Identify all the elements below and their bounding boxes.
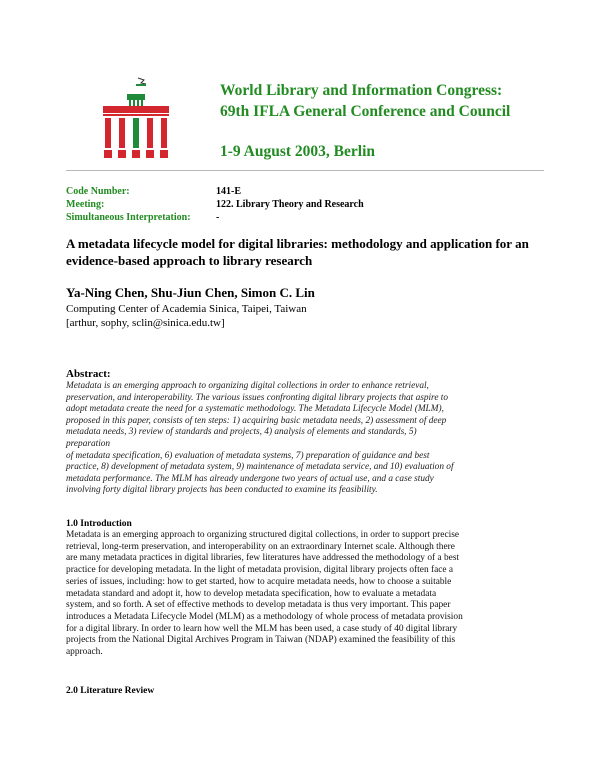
abstract-heading: Abstract:: [66, 368, 111, 380]
header-divider: [66, 170, 544, 171]
paper-authors: Ya-Ning Chen, Shu-Jiun Chen, Simon C. Lin: [66, 285, 315, 300]
meta-label: Meeting:: [66, 199, 105, 210]
ifla-logo: [98, 76, 170, 162]
abstract-body: Metadata is an emerging approach to organizing digital collections in order to enhance retrieval, preservation, and interoperability. The various issues confronting digital library projects that aspire to adopt metadata create the need for a systematic methodology. The Metadata Lifecycle Model (MLM), proposed in this paper, consists of ten steps: 1) acquiring basic metadata needs, 2) assessment of deep metadata needs, 3) review of standards and projects, 4) analysis of elements and standards, 5) preparation of metadata specification, 6) evaluation of metadata systems, 7) preparation of guidance and best practice, 8) development of metadata system, 9) maintenance of metadata service, and 10) evaluation of metadata performance. The MLM has already undergone two years of actual use, and a case study involving forty digital library projects has been conducted to examine its feasibility.: [66, 381, 454, 496]
conference-dates: 1-9 August 2003, Berlin: [220, 143, 376, 160]
abstract-section: [66, 368, 536, 497]
brandenburg-gate-icon: [98, 76, 170, 162]
paper-title: A metadata lifecycle model for digital libraries: methodology and application for an evidence-based approach to library research: [66, 236, 529, 268]
affiliation-line: Computing Center of Academia Sinica, Taipei, Taiwan: [66, 303, 307, 315]
meta-value: -: [216, 212, 220, 223]
meeting-info: [66, 185, 364, 224]
conference-title: [220, 80, 510, 122]
introduction-section: [66, 518, 536, 659]
section-heading-literature-review: 2.0 Literature Review: [66, 686, 155, 696]
meta-label: Simultaneous Interpretation:: [66, 212, 191, 223]
meta-label: Code Number:: [66, 186, 130, 197]
author-affiliation: [66, 302, 307, 330]
meta-row-code: [66, 185, 364, 198]
meta-row-meeting: [66, 198, 364, 211]
meta-value: 122. Library Theory and Research: [216, 199, 364, 210]
conference-title-line1: World Library and Information Congress:: [220, 82, 503, 99]
author-emails: [arthur, sophy, sclin@sinica.edu.tw]: [66, 317, 225, 329]
section-body: Metadata is an emerging approach to organizing structured digital collections, in order to support precise retrieval, long-term preservation, and interoperability on an extraordinary Internet scale. Although there are many metadata practices in digital libraries, few literatures have addressed the methodology of a best practice for developing metadata. In the light of metadata provision, digital library projects often face a series of issues, including: how to get started, how to acquire metadata needs, how to choose a suitable metadata standard and adopt it, how to develop metadata specification, how to evaluate a metadata system, and so forth. A set of effective methods to develop metadata is thus very important. This paper introduces a Metadata Lifecycle Model (MLM) as a methodology of whole process of metadata provision for a digital library. In order to learn how well the MLM has been used, a case study of 40 digital library projects from the National Digital Archives Program in Taiwan (NDAP) examined the feasibility of this approach.: [66, 530, 463, 658]
meta-row-interpretation: [66, 211, 364, 224]
conference-title-line2: 69th IFLA General Conference and Council: [220, 103, 511, 120]
meta-value: 141-E: [216, 186, 241, 197]
section-heading: 1.0 Introduction: [66, 519, 132, 529]
